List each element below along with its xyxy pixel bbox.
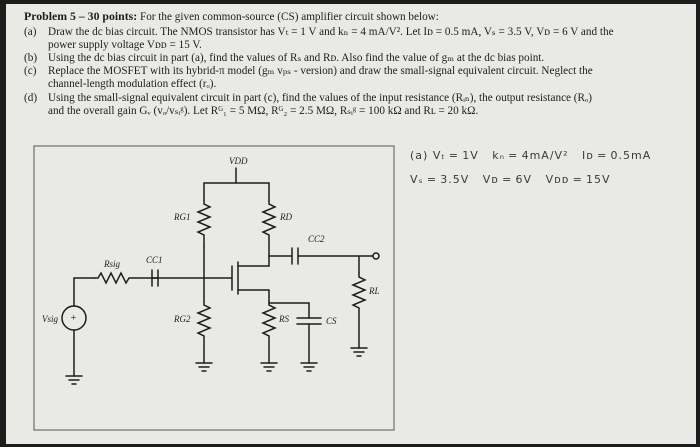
rg1-resistor xyxy=(198,200,210,246)
part-a-line-1: (a) Draw the dc bias circuit. The NMOS transistor has Vₜ = 1 V and kₙ = 4 mA/V². Let Iᴅ = 0.5 mA, Vₛ = 3.5 V, Vᴅ = 6 V and the xyxy=(24,26,614,39)
notes-line-2: Vₛ = 3.5V Vᴅ = 6V Vᴅᴅ = 15V xyxy=(410,173,611,186)
circuit-frame xyxy=(34,146,394,430)
output-terminal xyxy=(373,253,379,259)
part-c-tag: (c) xyxy=(24,65,37,78)
rl-resistor xyxy=(353,273,365,348)
part-d-line-2: and the overall gain Gᵥ (vₒ/vₛᵢᵍ). Let Rᴳ₁ = 5 MΩ, Rᴳ₂ = 2.5 MΩ, Rₛᵢᵍ = 100 kΩ and Rʟ = 20 kΩ. xyxy=(48,104,479,117)
label-rg2: RG2 xyxy=(174,314,191,324)
rd-resistor xyxy=(263,200,275,256)
part-b-tag: (b) xyxy=(24,52,38,65)
label-cs: CS xyxy=(326,316,337,326)
cs-amplifier-circuit xyxy=(24,138,404,438)
notes-line-1: (a) Vₜ = 1V kₙ = 4mA/V² Iᴅ = 0.5mA xyxy=(410,149,652,162)
label-rg1: RG1 xyxy=(174,212,191,222)
rsig-resistor xyxy=(94,273,152,283)
label-rd: RD xyxy=(280,212,292,222)
part-d-tag: (d) xyxy=(24,91,38,104)
part-c-line-1: (c) Replace the MOSFET with its hybrid-π model (gₘ vₚₛ - version) and draw the small-signal equivalent circuit. Neglect the xyxy=(24,65,593,78)
part-a-tag: (a) xyxy=(24,26,37,39)
label-cc1: CC1 xyxy=(146,255,163,265)
part-c-line-2: channel-length modulation effect (rₒ). xyxy=(48,78,217,91)
label-vdd: VDD xyxy=(229,156,248,166)
label-rsig: Rsig xyxy=(104,259,121,269)
problem-header-line xyxy=(24,10,689,24)
part-b-line-1: (b) Using the dc bias circuit in part (a), find the values of Rₛ and Rᴅ. Also find the value of gₘ at the dc bias point. xyxy=(24,52,545,65)
label-vsig: Vsig xyxy=(42,314,59,324)
handwritten-notes xyxy=(410,144,696,192)
label-rl: RL xyxy=(369,286,380,296)
problem-intro: For the given common-source (CS) amplifier circuit shown below: xyxy=(139,11,439,23)
label-rs: RS xyxy=(279,314,289,324)
problem-text xyxy=(24,10,689,118)
rg2-resistor xyxy=(198,301,210,363)
vsig-plus-sign: + xyxy=(70,313,77,324)
part-a-line-2: power supply voltage Vᴅᴅ = 15 V. xyxy=(48,39,202,52)
label-cc2: CC2 xyxy=(308,234,325,244)
rs-resistor xyxy=(263,301,275,363)
problem-header: Problem 5 – 30 points: xyxy=(24,9,138,23)
problem-sheet xyxy=(6,4,696,444)
part-d-line-1: (d) Using the small-signal equivalent circuit in part (c), find the values of the input resistance (Rᵢₙ), the output resistance (Rₒ) xyxy=(24,91,592,104)
